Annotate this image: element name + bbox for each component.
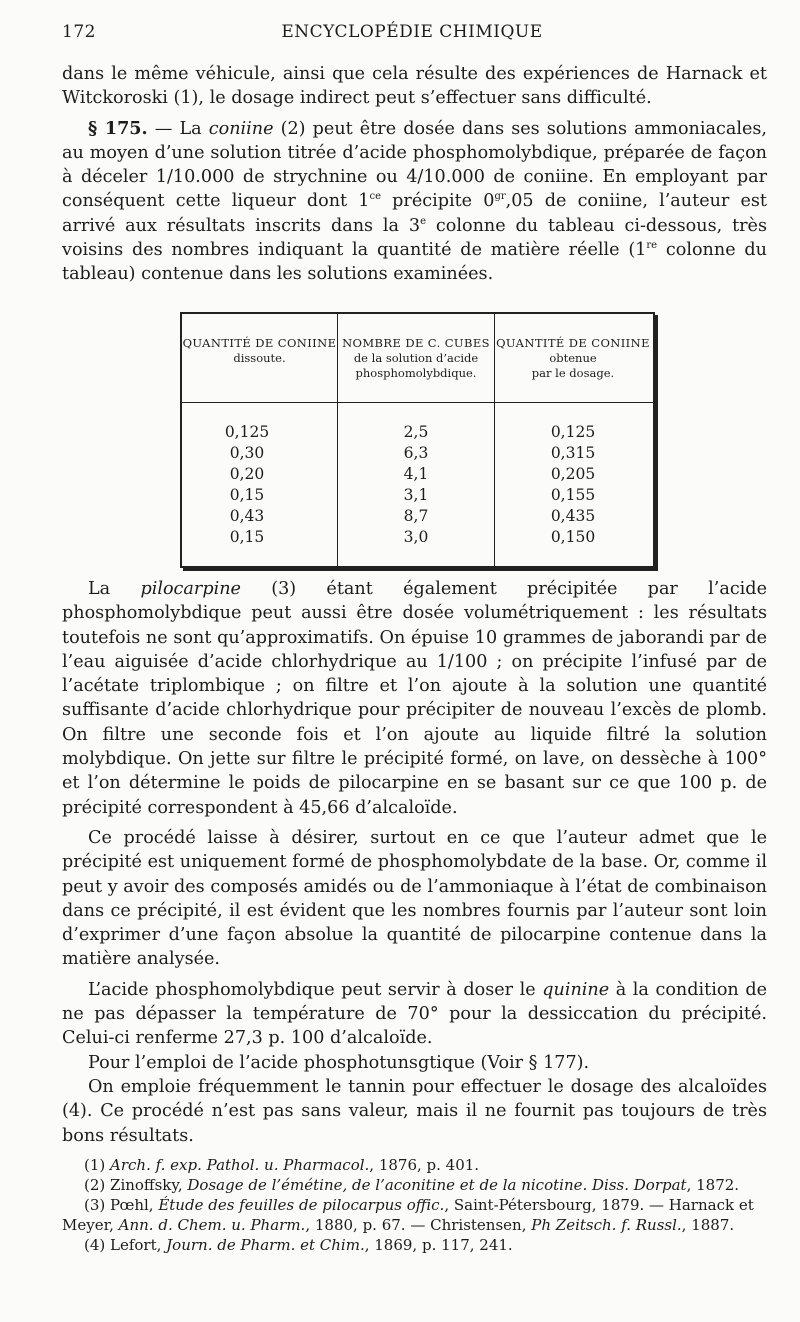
table-cell: 0,125 <box>550 423 596 441</box>
citation-title: Ann. d. Chem. u. Pharm. <box>118 1216 306 1234</box>
footnote-1 <box>62 1155 767 1175</box>
section-number: § 175. <box>88 117 148 139</box>
body-text-top <box>62 62 767 287</box>
text-span: (1) <box>84 1156 111 1174</box>
coniine-term: coniine <box>208 118 274 139</box>
table-cell: 0,205 <box>550 465 596 483</box>
table-cell: 3,1 <box>403 486 429 504</box>
header-caps: NOMBRE DE C. CUBES <box>342 336 490 350</box>
text-span: , Saint-Pétersbourg, 1879. — Harnack et Meyer, <box>62 1196 754 1234</box>
table-header-col-1 <box>182 336 337 366</box>
table-cell: 6,3 <box>403 444 429 462</box>
paragraph-pilocarpine <box>62 577 767 820</box>
footnote-2 <box>62 1175 767 1195</box>
table-cell: 3,0 <box>403 528 429 546</box>
table-cell: 0,15 <box>229 528 265 546</box>
text-span: La <box>88 579 141 599</box>
paragraph-quinine <box>62 978 767 1051</box>
text-span: L’acide phosphomolybdique peut servir à doser le <box>88 979 543 1000</box>
header-caps: QUANTITÉ DE CONIINE <box>496 336 650 350</box>
text-span: , 1887. <box>681 1216 735 1234</box>
text-span: à la condition de ne pas dépasser la température de 70° pour la dessiccation du précipité. Celui-ci renferme 27,3 p. 100 d’alcaloïde. <box>62 979 768 1049</box>
table-col-obtained <box>495 422 651 548</box>
table-cell: 0,150 <box>550 528 596 546</box>
superscript: re <box>646 240 658 252</box>
table-cell: 0,435 <box>550 507 596 525</box>
header-line: dissoute. <box>233 351 286 365</box>
table-cell: 4,1 <box>403 465 429 483</box>
footnote-3 <box>62 1195 767 1235</box>
table-header-rule <box>182 402 653 403</box>
text-span: (4) Lefort, <box>84 1236 167 1254</box>
pilocarpine-term: pilocarpine <box>140 579 241 599</box>
table-header-col-2 <box>338 336 494 381</box>
paragraph-critique: Ce procédé laisse à désirer, surtout en ce que l’auteur admet que le précipité est uniquement formé de phosphomolybdate de la base. Or, comme il peut y avoir des composés amidés ou de l’ammoniaque à l’état de combinaison dans ce précipité, il est évident que les nombres fournis par l’auteur sont loin d’exprimer d’une façon absolue la quantité de pilocarpine contenue dans la matière analysée. <box>62 827 767 970</box>
table-cell: 8,7 <box>403 507 429 525</box>
text-span: — La <box>147 118 209 139</box>
table-col-dissolved <box>182 422 312 548</box>
text-span: (2) Zinoffsky, <box>84 1176 188 1194</box>
citation-title: Journ. de Pharm. et Chim. <box>166 1236 365 1254</box>
table-cell: 0,15 <box>229 486 265 504</box>
table-cell: 0,315 <box>550 444 596 462</box>
paragraph-tannin: On emploie fréquemment le tannin pour effectuer le dosage des alcaloïdes (4). Ce procédé n’est pas sans valeur, mais il ne fournit pas toujours de très bons résultats. <box>62 1076 767 1146</box>
text-span: , 1872. <box>686 1176 740 1194</box>
header-line: obtenue <box>549 351 597 365</box>
header-line: par le dosage. <box>531 366 615 380</box>
header-line: phosphomolybdique. <box>355 366 477 380</box>
table-cell: 0,43 <box>229 507 265 525</box>
footnote-4 <box>62 1235 767 1255</box>
text-span: ,05 de coniine, l’auteur est arrivé aux résultats inscrits dans la 3 <box>62 191 767 236</box>
text-span: (3) étant également précipitée par l’acide phosphomolybdique peut aussi être dosée volumétriquement : les résultats toutefois ne sont qu’approximatifs. On épuise 10 grammes de jaborandi par de l’eau aiguisée d’acide chlorhydrique au 1/100 ; on précipite l’infusé par de l’acétate triplombique ; on filtre et l’on ajoute à la solution une quantité suffisante d’acide chlorhydrique pour précipiter de nouveau l’excès de plomb. On filtre une seconde fois et l’on ajoute au liquide filtré la solution molybdique. On jette sur filtre le précipité formé, on lave, on dessèche à 100° et l’on détermine le poids de pilocarpine en se basant sur ce que 100 p. de précipité correspondent à 45,66 d’alcaloïde. <box>62 579 767 818</box>
text-span: , 1880, p. 67. — Christensen, <box>305 1216 532 1234</box>
paragraph-section-175 <box>62 117 767 287</box>
quinine-term: quinine <box>542 979 610 1000</box>
citation-title: Ph Zeitsch. f. Russl. <box>531 1216 682 1234</box>
paragraph-1: dans le même véhicule, ainsi que cela résulte des expériences de Harnack et Witckoroski (1), le dosage indirect peut s’effectuer sans difficulté. <box>62 64 767 109</box>
page-header <box>62 22 762 48</box>
table-col-cc <box>338 422 494 548</box>
header-caps: QUANTITÉ DE CONIINE <box>182 336 337 350</box>
superscript: ce <box>369 191 382 203</box>
citation-title: Dosage de l’émétine, de l’aconitine et de la nicotine. Diss. Dorpat <box>187 1176 687 1194</box>
text-span: colonne du tableau) contenue dans les solutions examinées. <box>62 240 767 285</box>
text-span: précipite 0 <box>381 191 495 212</box>
table-header-col-3 <box>495 336 651 381</box>
table-cell: 0,155 <box>550 486 596 504</box>
header-line: de la solution d’acide <box>353 351 479 365</box>
citation-title: Arch. f. exp. Pathol. u. Pharmacol. <box>110 1156 370 1174</box>
table-cell: 0,20 <box>229 465 265 483</box>
citation-title: Étude des feuilles de pilocarpus offic. <box>158 1196 445 1214</box>
body-text-bottom <box>62 577 767 1148</box>
table-cell: 0,30 <box>229 444 265 462</box>
superscript: e <box>420 215 427 227</box>
coniine-table <box>180 312 655 568</box>
text-span: (2) peut être dosée dans ses solutions ammoniacales, au moyen d’une solution titrée d’acide phosphomolybdique, préparée de façon à déceler 1/10.000 de strychnine ou 4/10.000 de coniine. En employant par conséquent cette liqueur dont 1 <box>62 118 767 212</box>
table-cell: 2,5 <box>403 423 429 441</box>
footnotes <box>62 1155 767 1255</box>
text-span: (3) Pœhl, <box>84 1196 159 1214</box>
running-title: ENCYCLOPÉDIE CHIMIQUE <box>281 22 543 42</box>
text-span: colonne du tableau ci-dessous, très voisins des nombres indiquant la quantité de matière réelle (1 <box>62 215 768 261</box>
table-cell: 0,125 <box>224 423 270 441</box>
paragraph-phosphotungstic: Pour l’emploi de l’acide phosphotunsgtique (Voir § 177). <box>88 1052 590 1073</box>
text-span: , 1869, p. 117, 241. <box>364 1236 513 1254</box>
superscript: gr <box>494 191 506 203</box>
page-number: 172 <box>62 22 96 42</box>
text-span: , 1876, p. 401. <box>369 1156 480 1174</box>
